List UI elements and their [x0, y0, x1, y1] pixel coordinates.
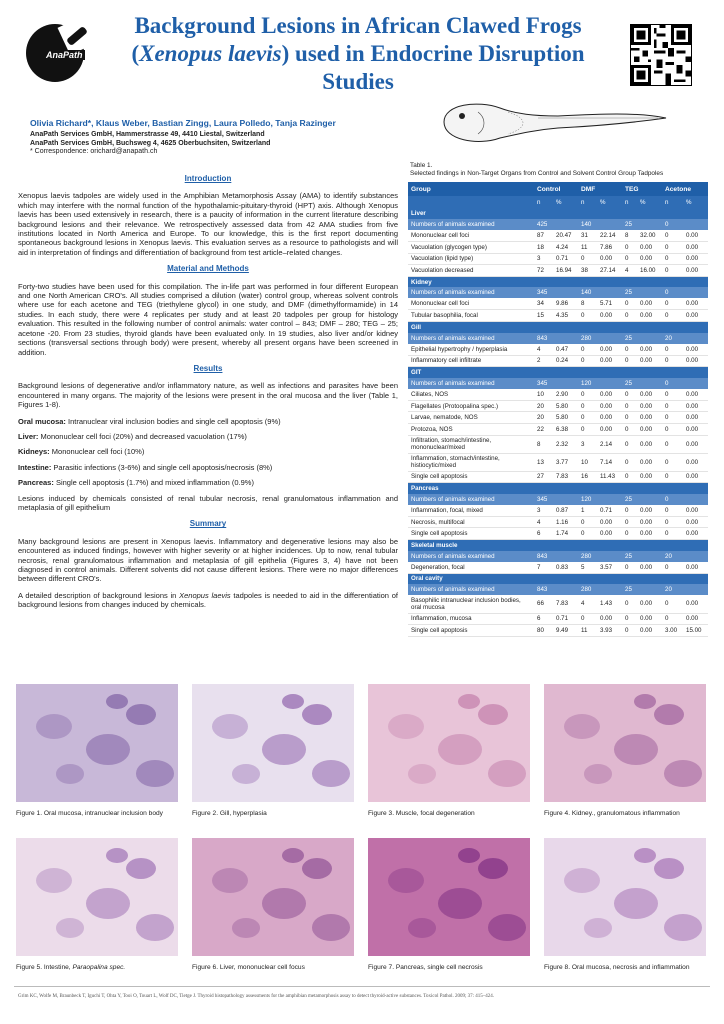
table-cell: 72 — [534, 265, 553, 277]
table-cell: 0 — [662, 516, 683, 528]
table-cell: 0.00 — [683, 265, 708, 277]
table-cell: 5 — [578, 562, 597, 574]
table-section-row: Liver — [408, 208, 708, 219]
table-row-label: Vacuolation (glycogen type) — [408, 242, 534, 254]
table-row-label: Tubular basophilia, focal — [408, 310, 534, 322]
figure-3-caption: Figure 3. Muscle, focal degeneration — [368, 810, 475, 817]
table-cell: 0.00 — [683, 505, 708, 517]
table-row — [408, 310, 708, 322]
table-cell: 0.00 — [597, 528, 622, 540]
qr-code-icon[interactable] — [630, 24, 692, 86]
table-cell: 0.00 — [637, 505, 662, 517]
table-section-row: Gill — [408, 322, 708, 333]
table-cell: 0 — [622, 471, 637, 483]
table-cell: 0.00 — [637, 516, 662, 528]
table-cell: 0 — [622, 310, 637, 322]
finding-intestine: Intestine: Parasitic infections (3-6%) and single cell apoptosis/necrosis (8%) — [18, 462, 273, 472]
table-cell: 0 — [662, 471, 683, 483]
table-cell: 0 — [662, 265, 683, 277]
table-row — [408, 424, 708, 436]
table-row — [408, 516, 708, 528]
table-cell: 0.24 — [553, 355, 578, 367]
table-cell: 20 — [534, 412, 553, 424]
table-cell: 0.00 — [637, 625, 662, 637]
table-cell: 0 — [578, 355, 597, 367]
table-cell: 0.00 — [683, 528, 708, 540]
findings-table — [408, 182, 708, 637]
table-cell: 0 — [662, 562, 683, 574]
table-cell: 0.00 — [637, 355, 662, 367]
figure-5-image[interactable] — [16, 838, 178, 956]
table-cell: 0 — [622, 400, 637, 412]
table-cell: 15.00 — [683, 625, 708, 637]
table-cell: 0.00 — [637, 562, 662, 574]
table-row-label: Vacuolation (lipid type) — [408, 253, 534, 265]
table-cell: 32.00 — [637, 230, 662, 242]
table-cell: 0.00 — [683, 595, 708, 613]
figure-8-image[interactable] — [544, 838, 706, 956]
table-examined-row: Numbers of animals examined 843 280 25 20 — [408, 551, 708, 562]
table-cell: 2.14 — [597, 435, 622, 453]
table-cell: 0.47 — [553, 344, 578, 356]
table-cell: 0 — [578, 310, 597, 322]
table-cell: 7 — [534, 562, 553, 574]
table-examined-row: Numbers of animals examined 345 120 25 0 — [408, 378, 708, 389]
table-cell: 0 — [578, 412, 597, 424]
table-cell: 3.93 — [597, 625, 622, 637]
table-cell: 0 — [662, 528, 683, 540]
table-cell: 0 — [662, 253, 683, 265]
table-cell: 0.00 — [637, 298, 662, 310]
table-cell: 0.00 — [683, 453, 708, 471]
table-cell: 0 — [662, 389, 683, 401]
table-section-row: Oral cavity — [408, 573, 708, 584]
table-row — [408, 471, 708, 483]
table-cell: 16.94 — [553, 265, 578, 277]
table-cell: 0 — [578, 516, 597, 528]
table-row-label: Vacuolation decreased — [408, 265, 534, 277]
table-cell: 0.00 — [637, 424, 662, 436]
figure-6-image[interactable] — [192, 838, 354, 956]
table-cell: 0.00 — [683, 400, 708, 412]
table-row — [408, 595, 708, 613]
table-cell: 0.00 — [597, 389, 622, 401]
table-cell: 0.00 — [683, 613, 708, 625]
table-cell: 0.00 — [637, 613, 662, 625]
table-cell: 5.71 — [597, 298, 622, 310]
table-caption: Table 1. Selected findings in Non-Target Organs from Control and Solvent Control Group Tadpoles — [410, 162, 664, 177]
table-cell: 15 — [534, 310, 553, 322]
table-row-label: Infiltration, stomach/intestine, mononuclear/mixed — [408, 435, 534, 453]
table-cell: 0.00 — [637, 453, 662, 471]
figure-3-image[interactable] — [368, 684, 530, 802]
table-cell: 18 — [534, 242, 553, 254]
table-cell: 0 — [622, 435, 637, 453]
table-cell: 2 — [534, 355, 553, 367]
table-cell: 0.71 — [597, 505, 622, 517]
table-cell: 22.14 — [597, 230, 622, 242]
table-cell: 0 — [578, 528, 597, 540]
table-cell: 4 — [622, 265, 637, 277]
table-cell: 0 — [622, 613, 637, 625]
table-cell: 4 — [534, 516, 553, 528]
table-cell: 0.00 — [637, 389, 662, 401]
table-cell: 0.00 — [637, 400, 662, 412]
table-cell: 16.00 — [637, 265, 662, 277]
table-row-label: Single cell apoptosis — [408, 528, 534, 540]
table-cell: 0.00 — [683, 298, 708, 310]
table-cell: 7.86 — [597, 242, 622, 254]
table-cell: 0 — [578, 400, 597, 412]
table-cell: 20 — [534, 400, 553, 412]
table-cell: 8 — [622, 230, 637, 242]
table-cell: 0.00 — [597, 412, 622, 424]
table-header-row: Group Control DMF TEG Acetone — [408, 182, 708, 196]
table-row — [408, 230, 708, 242]
table-row-label: Inflammation, focal, mixed — [408, 505, 534, 517]
table-cell: 0.00 — [637, 253, 662, 265]
table-cell: 0.00 — [683, 344, 708, 356]
finding-pancreas: Pancreas: Single cell apoptosis (1.7%) and mixed inflammation (0.9%) — [18, 478, 254, 488]
table-cell: 6 — [534, 528, 553, 540]
table-cell: 5.80 — [553, 400, 578, 412]
table-row — [408, 435, 708, 453]
table-cell: 0.00 — [597, 344, 622, 356]
table-row-label: Necrosis, multifocal — [408, 516, 534, 528]
figure-8-caption: Figure 8. Oral mucosa, necrosis and inflammation — [544, 964, 690, 971]
table-cell: 0.00 — [683, 355, 708, 367]
table-row-label: Flagellates (Protoopalina spec.) — [408, 400, 534, 412]
table-cell: 0 — [662, 505, 683, 517]
table-cell: 3 — [534, 505, 553, 517]
table-cell: 0.00 — [683, 230, 708, 242]
table-cell: 1.16 — [553, 516, 578, 528]
figure-5-caption: Figure 5. Intestine, Paraopalina spec. — [16, 964, 126, 971]
table-cell: 0 — [622, 505, 637, 517]
table-cell: 0.00 — [637, 528, 662, 540]
intro-heading: Introduction — [184, 174, 232, 183]
intro-text: Xenopus laevis tadpoles are widely used in the Amphibian Metamorphosis Assay (AMA) to identify substances which may interfere with the normal function of the hypothalamic-pituitary-thyroid (HPT) axis. Although Xenopus laevis has been used extensively in research, there is a paucity of information in the current literature describing background lesions and their relevance. We retrospectively assessed data from 42 AMA studies from five institutions located in North America and Europe. To our knowledge, this is the first report documenting spontaneous background lesions in Xenopus laevis. This evaluation serves as a resource to pathologists and will aid in interpretation of findings and differentiation of background from test article–related changes. — [18, 191, 398, 257]
table-cell: 0 — [622, 453, 637, 471]
table-cell: 27 — [534, 471, 553, 483]
table-cell: 0 — [578, 253, 597, 265]
table-cell: 4 — [578, 595, 597, 613]
table-cell: 0.00 — [637, 471, 662, 483]
table-cell: 0.00 — [683, 412, 708, 424]
table-cell: 0.00 — [683, 310, 708, 322]
table-cell: 0.00 — [683, 516, 708, 528]
table-cell: 0.00 — [683, 253, 708, 265]
summary-heading: Summary — [189, 519, 227, 529]
table-cell: 4.24 — [553, 242, 578, 254]
table-cell: 0 — [662, 310, 683, 322]
table-subheader-row: n % n % n % n % — [408, 196, 708, 208]
table-row — [408, 389, 708, 401]
table-cell: 0 — [622, 625, 637, 637]
table-cell: 0 — [662, 453, 683, 471]
table-cell: 0.00 — [597, 253, 622, 265]
table-cell: 0 — [578, 389, 597, 401]
table-cell: 0.00 — [597, 310, 622, 322]
table-cell: 0 — [662, 298, 683, 310]
table-cell: 1.43 — [597, 595, 622, 613]
table-row-label: Mononuclear cell foci — [408, 298, 534, 310]
table-cell: 2.90 — [553, 389, 578, 401]
table-cell: 5.80 — [553, 412, 578, 424]
table-cell: 3 — [578, 435, 597, 453]
table-cell: 7.14 — [597, 453, 622, 471]
table-cell: 8 — [578, 298, 597, 310]
correspondence: * Correspondence: orichard@anapath.ch — [30, 148, 158, 155]
table-row — [408, 562, 708, 574]
table-cell: 0.71 — [553, 253, 578, 265]
table-cell: 0.00 — [683, 471, 708, 483]
author-list: Olivia Richard*, Klaus Weber, Bastian Zingg, Laura Polledo, Tanja Razinger — [30, 118, 336, 128]
table-cell: 0.00 — [597, 516, 622, 528]
table-row-label: Ciliates, NOS — [408, 389, 534, 401]
table-cell: 0 — [662, 344, 683, 356]
table-cell: 7.83 — [553, 595, 578, 613]
table-cell: 0 — [578, 613, 597, 625]
table-cell: 0.00 — [683, 389, 708, 401]
table-row-label: Protozoa, NOS — [408, 424, 534, 436]
table-section-row: Pancreas — [408, 483, 708, 494]
table-cell: 20.47 — [553, 230, 578, 242]
table-cell: 0.00 — [637, 242, 662, 254]
table-cell: 27.14 — [597, 265, 622, 277]
table-cell: 0 — [622, 528, 637, 540]
table-row-label: Inflammatory cell infiltrate — [408, 355, 534, 367]
table-cell: 0 — [622, 516, 637, 528]
table-cell: 0 — [578, 344, 597, 356]
table-row-label: Inflammation, stomach/intestine, histiocytic/mixed — [408, 453, 534, 471]
table-row — [408, 613, 708, 625]
table-row — [408, 412, 708, 424]
table-cell: 4 — [534, 344, 553, 356]
table-cell: 10 — [534, 389, 553, 401]
figure-1-image[interactable] — [16, 684, 178, 802]
table-cell: 0 — [622, 344, 637, 356]
table-cell: 11 — [578, 625, 597, 637]
table-cell: 87 — [534, 230, 553, 242]
table-row-label: Inflammation, mucosa — [408, 613, 534, 625]
table-cell: 0 — [622, 595, 637, 613]
methods-heading: Material and Methods — [167, 264, 249, 274]
table-cell: 0.00 — [597, 400, 622, 412]
table-cell: 0 — [622, 424, 637, 436]
summary-conclusion: A detailed description of background lesions in Xenopus laevis tadpoles is needed to aid in the differentiation of background lesions from changes induced by chemicals. — [18, 590, 398, 610]
table-cell: 0 — [662, 424, 683, 436]
tadpole-drawing — [438, 96, 670, 148]
table-cell: 0 — [622, 253, 637, 265]
table-cell: 0.00 — [597, 613, 622, 625]
finding-kidneys: Kidneys: Mononuclear cell foci (10%) — [18, 447, 145, 457]
finding-oral-mucosa: Oral mucosa: Intranuclear viral inclusion bodies and single cell apoptosis (9%) — [18, 416, 281, 426]
table-cell: 4.35 — [553, 310, 578, 322]
table-cell: 0.00 — [683, 242, 708, 254]
table-row — [408, 242, 708, 254]
table-section-row: Skeletal muscle — [408, 540, 708, 551]
table-cell: 13 — [534, 453, 553, 471]
table-cell: 0 — [622, 412, 637, 424]
table-row — [408, 298, 708, 310]
logo-text: AnaPath — [46, 50, 83, 60]
table-row-label: Mononuclear cell foci — [408, 230, 534, 242]
table-cell: 0 — [662, 412, 683, 424]
table-cell: 6 — [534, 613, 553, 625]
table-row — [408, 528, 708, 540]
table-cell: 0 — [662, 435, 683, 453]
table-cell: 10 — [578, 453, 597, 471]
table-row — [408, 355, 708, 367]
table-row-label: Epithelial hypertrophy / hyperplasia — [408, 344, 534, 356]
table-section-row: GIT — [408, 367, 708, 378]
table-cell: 34 — [534, 298, 553, 310]
table-cell: 3.00 — [662, 625, 683, 637]
table-row-label: Basophilic intranuclear inclusion bodies, oral mucosa — [408, 595, 534, 613]
table-row — [408, 400, 708, 412]
table-cell: 11.43 — [597, 471, 622, 483]
reference-divider — [14, 986, 710, 987]
table-row — [408, 265, 708, 277]
results-text: Background lesions of degenerative and/or inflammatory nature, as well as infections and parasites have been encountered in many organs. The majority of the lesions were present in the oral mucosa and the liver (Table 1, Figures 1-8). — [18, 381, 398, 410]
table-cell: 0.71 — [553, 613, 578, 625]
table-cell: 6.38 — [553, 424, 578, 436]
table-section-row: Kidney — [408, 276, 708, 287]
main-text-column — [18, 172, 398, 617]
table-cell: 0.00 — [597, 424, 622, 436]
table-examined-row: Numbers of animals examined 843 280 25 20 — [408, 584, 708, 595]
table-cell: 0 — [662, 595, 683, 613]
table-cell: 7.83 — [553, 471, 578, 483]
table-cell: 3 — [534, 253, 553, 265]
table-cell: 0.00 — [683, 424, 708, 436]
table-cell: 0 — [662, 242, 683, 254]
summary-text: Many background lesions are present in Xenopus laevis. Inflammatory and degenerative lesions may also be encountered as induced findings, however with higher severity or at higher incidences. Up to now, renal tubular necrosis, renal granulomatous inflammation and metaplasia of gill epithelia (Figures 3, 4) have not been diagnosed in control animals. Different solvents did not cause different lesions. There were no major differences between different CRO's. — [18, 536, 398, 584]
table-cell: 31 — [578, 230, 597, 242]
anapath-logo — [26, 18, 104, 88]
affiliations: AnaPath Services GmbH, Hammerstrasse 49, 4410 Liestal, Switzerland AnaPath Services GmbH, Buchsweg 4, 4625 Oberbuchsiten, Switzerland — [30, 131, 271, 147]
finding-liver: Liver: Mononuclear cell foci (20%) and decreased vacuolation (17%) — [18, 431, 247, 441]
table-cell: 0 — [662, 613, 683, 625]
table-cell: 0 — [622, 298, 637, 310]
chemical-lesions-text: Lesions induced by chemicals consisted of renal tubular necrosis, renal granulomatous inflammation and metaplasia of gill epithelium — [18, 493, 398, 512]
table-row-label: Single cell apoptosis — [408, 471, 534, 483]
table-cell: 0.00 — [597, 355, 622, 367]
table-examined-row: Numbers of animals examined 425 140 25 0 — [408, 219, 708, 230]
table-cell: 0.83 — [553, 562, 578, 574]
reference-text: Grim KC, Wolfe M, Braunbeck T, Iguchi T, Ohta Y, Tooi O, Touart L, Wolf DC, Tietge J. Thyroid histopathology assessments for the amphibian metamorphosis assay to detect thyroid-active substances. Toxicol Pathol. 2009; 37: 415–424. — [18, 994, 495, 999]
table-cell: 0.00 — [637, 310, 662, 322]
table-cell: 0 — [622, 389, 637, 401]
table-cell: 0.00 — [637, 344, 662, 356]
table-cell: 0.00 — [683, 435, 708, 453]
table-cell: 22 — [534, 424, 553, 436]
table-cell: 9.49 — [553, 625, 578, 637]
figure-1-caption: Figure 1. Oral mucosa, intranuclear inclusion body — [16, 810, 163, 817]
table-cell: 1.74 — [553, 528, 578, 540]
results-heading: Results — [193, 363, 223, 373]
table-cell: 0 — [662, 400, 683, 412]
table-cell: 2.32 — [553, 435, 578, 453]
table-cell: 0 — [622, 562, 637, 574]
table-cell: 0 — [578, 424, 597, 436]
table-row-label: Larvae, nematode, NOS — [408, 412, 534, 424]
table-row — [408, 253, 708, 265]
table-cell: 0.00 — [637, 595, 662, 613]
table-examined-row: Numbers of animals examined 345 120 25 0 — [408, 494, 708, 505]
table-row — [408, 344, 708, 356]
table-row-label: Degeneration, focal — [408, 562, 534, 574]
table-cell: 0.00 — [637, 412, 662, 424]
figure-7-image[interactable] — [368, 838, 530, 956]
table-cell: 16 — [578, 471, 597, 483]
table-cell: 80 — [534, 625, 553, 637]
table-cell: 0 — [662, 355, 683, 367]
table-cell: 0 — [622, 355, 637, 367]
figure-2-caption: Figure 2. Gill, hyperplasia — [192, 810, 267, 817]
table-cell: 66 — [534, 595, 553, 613]
table-cell: 11 — [578, 242, 597, 254]
table-cell: 3.57 — [597, 562, 622, 574]
table-cell: 8 — [534, 435, 553, 453]
figure-2-image[interactable] — [192, 684, 354, 802]
table-cell: 0.00 — [637, 435, 662, 453]
table-cell: 0.00 — [683, 562, 708, 574]
table-row — [408, 505, 708, 517]
table-examined-row: Numbers of animals examined 843 280 25 20 — [408, 333, 708, 344]
table-cell: 38 — [578, 265, 597, 277]
figure-4-caption: Figure 4. Kidney., granulomatous inflammation — [544, 810, 680, 817]
table-examined-row: Numbers of animals examined 345 140 25 0 — [408, 287, 708, 298]
table-cell: 0.87 — [553, 505, 578, 517]
table-cell: 0 — [662, 230, 683, 242]
table-row-label: Single cell apoptosis — [408, 625, 534, 637]
figure-6-caption: Figure 6. Liver, mononuclear cell focus — [192, 964, 305, 971]
table-cell: 9.86 — [553, 298, 578, 310]
poster-title: Background Lesions in African Clawed Frogs (Xenopus laevis) used in Endocrine Disruption Studies — [131, 13, 585, 94]
table-row — [408, 453, 708, 471]
table-cell: 3.77 — [553, 453, 578, 471]
figure-7-caption: Figure 7. Pancreas, single cell necrosis — [368, 964, 483, 971]
table-cell: 1 — [578, 505, 597, 517]
table-row — [408, 625, 708, 637]
methods-text: Forty-two studies have been used for this compilation. The in-life part was performed in four different European and one North American CRO's. All studies comprised a dilution (water) control group, whereas solvent controls where use for each acetone and TEG (triethylene glycol) in one study, and DMF (dimethylformamide) in 14 studies. In each study, there were 4 replicates per study and at least 20 tadpoles per group for histology evaluation. This resulted in the following number of control animals: water control – 843; DMF – 280; TEG – 25; acetone -20. From 23 studies, thyroid glands have been evaluated only. In 19 studies, also liver and/or kidney sections (transversal sections through body) were present, whereby all present organs have been screened in addition. — [18, 281, 398, 357]
figure-4-image[interactable] — [544, 684, 706, 802]
table-cell: 0 — [622, 242, 637, 254]
